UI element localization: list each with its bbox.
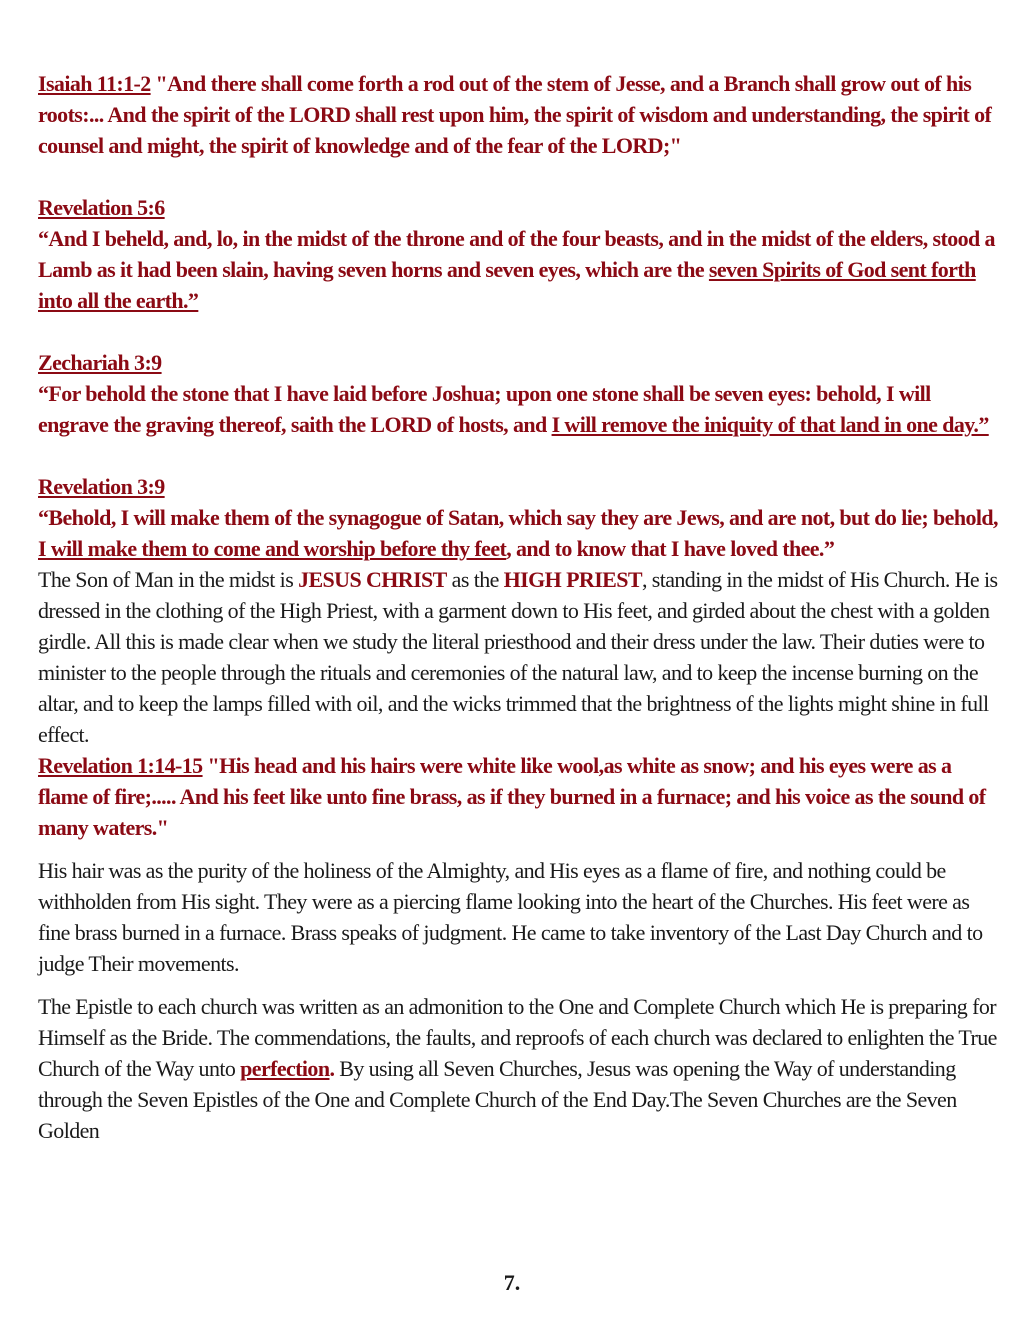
isaiah-reference: Isaiah 11:1-2: [38, 71, 151, 96]
revelation-1-14-reference: Revelation 1:14-15: [38, 753, 203, 778]
page-number: 7.: [503, 1270, 521, 1295]
perfection-period: .: [329, 1056, 335, 1081]
revelation-5-6-reference: Revelation 5:6: [38, 195, 165, 220]
revelation-1-14-passage: [38, 750, 998, 843]
epistle-text-a: The Epistle to each church was written as an admonition to the One and Complete Church which He is preparing for Himself as the Bride. The commendations, the faults, and reproofs of each church was declared to enlighten the True Church of the Way unto: [38, 994, 997, 1081]
perfection-emphasis: perfection: [240, 1056, 330, 1081]
zechariah-underlined: I will remove the iniquity of that land in one day.”: [551, 412, 989, 437]
zechariah-reference: Zechariah 3:9: [38, 350, 162, 375]
revelation-1-14-text: "His head and his hairs were white like wool,as white as snow; and his eyes were as a flame of fire;..... And his feet like unto fine brass, as if they burned in a furnace; and his voice as the sound of many waters.": [38, 753, 986, 840]
revelation-3-9-underlined: I will make them to come and worship before thy feet: [38, 536, 507, 561]
revelation-5-6-passage: [38, 192, 998, 316]
revelation-5-6-text: “And I beheld, and, lo, in the midst of the throne and of the four beasts, and in the midst of the elders, stood a Lamb as it had been slain, having seven horns and seven eyes, which are the: [38, 226, 995, 282]
son-of-man-paragraph: [38, 564, 998, 750]
isaiah-text: "And there shall come forth a rod out of the stem of Jesse, and a Branch shall grow out of his roots:... And the spirit of the LORD shall rest upon him, the spirit of wisdom and understanding, the spirit of counsel and might, the spirit of knowledge and of the fear of the LORD;": [38, 71, 992, 158]
revelation-5-6-underlined: seven Spirits of God sent forth into all the earth.”: [38, 257, 976, 313]
revelation-3-9-text-a: “Behold, I will make them of the synagogue of Satan, which say they are Jews, and are not, but do lie; behold,: [38, 505, 998, 530]
isaiah-passage: [38, 68, 998, 161]
high-priest-emphasis: HIGH PRIEST: [503, 567, 642, 592]
revelation-3-9-text-b: , and to know that I have loved thee.”: [506, 536, 835, 561]
revelation-3-9-reference: Revelation 3:9: [38, 474, 165, 499]
son-text-c: , standing in the midst of His Church. He is dressed in the clothing of the High Priest, with a garment down to His feet, and girded about the chest with a golden girdle. All this is made clear when we study the literal priesthood and their dress under the law. Their duties were to minister to the people through the rituals and ceremonies of the natural law, and to keep the incense burning on the altar, and to keep the lamps filled with oil, and the wicks trimmed that the brightness of the lights might shine in full effect.: [38, 567, 998, 747]
epistle-paragraph: [38, 991, 998, 1146]
zechariah-passage: [38, 347, 998, 440]
jesus-christ-emphasis: JESUS CHRIST: [298, 567, 447, 592]
document-page: [38, 68, 998, 1146]
son-text-a: The Son of Man in the midst is: [38, 567, 299, 592]
revelation-3-9-passage: [38, 471, 998, 564]
zechariah-text: “For behold the stone that I have laid before Joshua; upon one stone shall be seven eyes: behold, I will engrave the graving thereof, saith the LORD of hosts, and: [38, 381, 931, 437]
son-text-b: as the: [446, 567, 504, 592]
hair-paragraph: His hair was as the purity of the holiness of the Almighty, and His eyes as a flame of fire, and nothing could be withholden from His sight. They were as a piercing flame looking into the heart of the Churches. His feet were as fine brass burned in a furnace. Brass speaks of judgment. He came to take inventory of the Last Day Church and to judge Their movements.: [38, 858, 983, 976]
epistle-text-b: By using all Seven Churches, Jesus was opening the Way of understanding through the Seven Epistles of the One and Complete Church of the End Day.The Seven Churches are the Seven Golden: [38, 1056, 957, 1143]
